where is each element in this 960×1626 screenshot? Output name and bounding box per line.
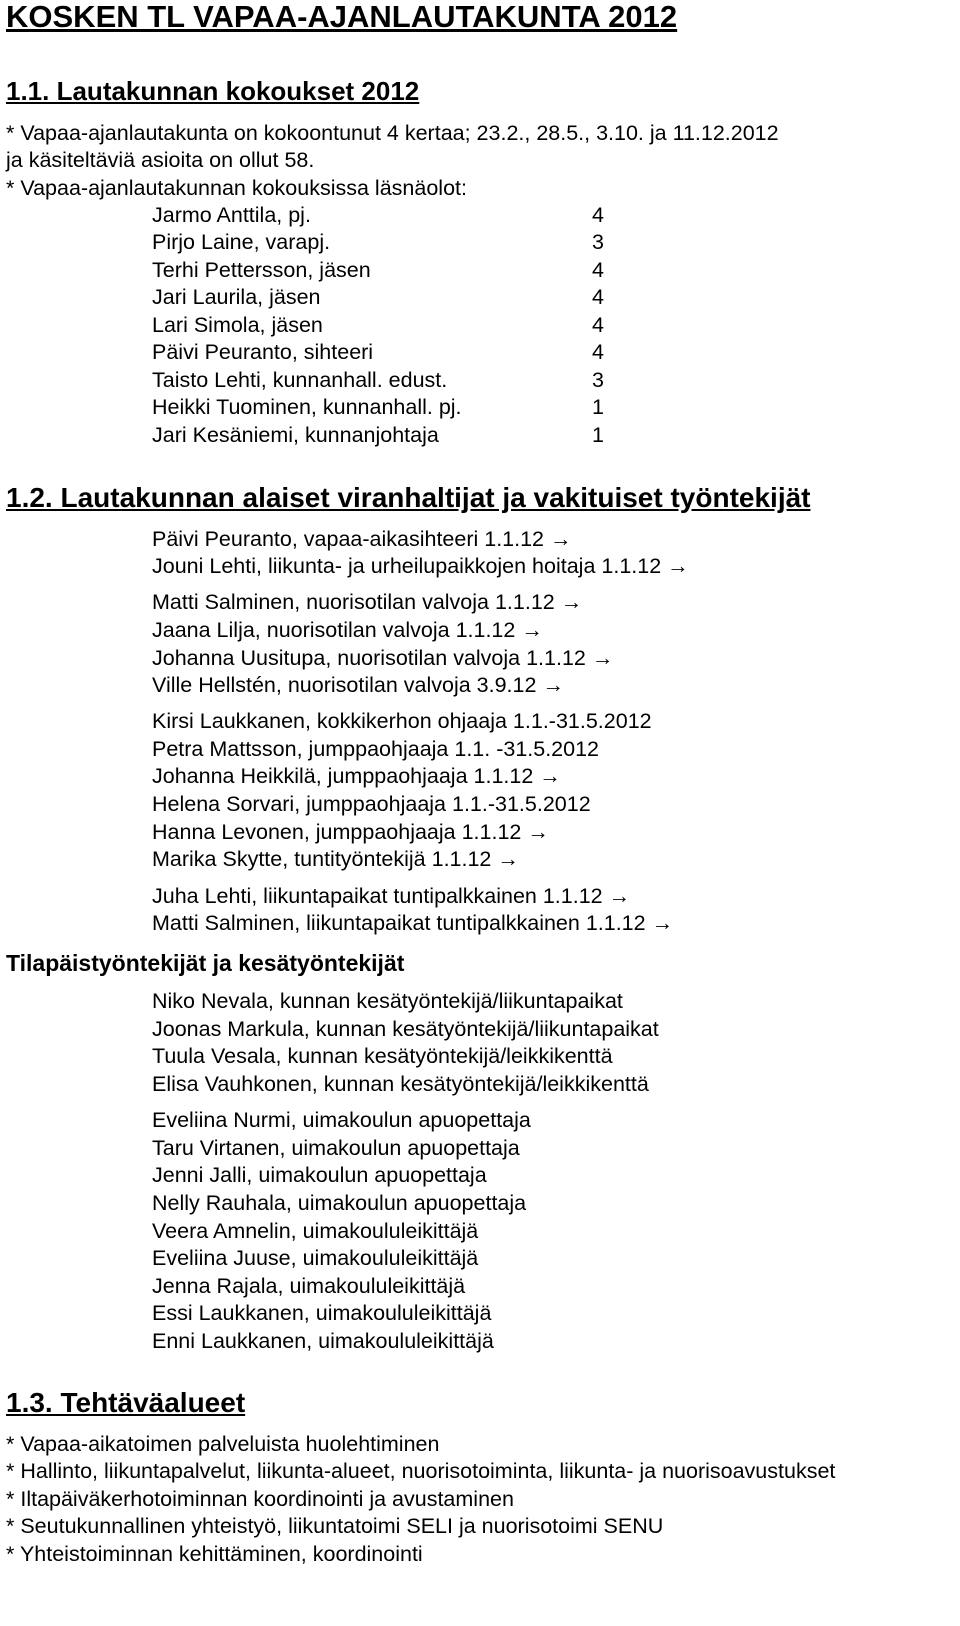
arrow-right-icon: → [550,527,572,551]
staff-item-text: Marika Skytte, tuntityöntekijä 1.1.12 [152,847,492,871]
staff-item-text: Helena Sorvari, jumppaohjaaja 1.1.-31.5.2012 [152,792,591,816]
arrow-right-icon: → [497,847,519,871]
arrow-right-icon: → [651,911,674,935]
arrow-right-icon: → [542,673,564,697]
staff-item [152,819,549,845]
attendance-heading: * Vapaa-ajanlautakunnan kokouksissa läsnäolot: [6,176,467,200]
attendance-count: 1 [592,395,604,419]
attendance-name: Pirjo Laine, varapj. [152,230,331,254]
arrow-right-icon: → [521,618,543,642]
attendance-name: Jari Laurila, jäsen [152,285,321,309]
section-heading-1-3-text: 1.3. Tehtäväalueet [6,1387,246,1418]
staff-item [152,883,630,909]
attendance-name: Jarmo Anttila, pj. [152,203,311,227]
swim-school-item: Nelly Rauhala, uimakoulun apuopettaja [152,1191,527,1215]
staff-item-text: Jouni Lehti, liikunta- ja urheilupaikkojen hoitaja 1.1.12 [152,554,662,578]
meetings-intro-line1: * Vapaa-ajanlautakunta on kokoontunut 4 kertaa; 23.2., 28.5., 3.10. ja 11.12.2012 [6,121,779,145]
staff-item [152,846,519,872]
temporary-workers-heading: Tilapäistyöntekijät ja kesätyöntekijät [6,950,405,976]
swim-school-item: Taru Virtanen, uimakoulun apuopettaja [152,1136,520,1160]
staff-item-text: Jaana Lilja, nuorisotilan valvoja 1.1.12 [152,618,516,642]
attendance-name: Heikki Tuominen, kunnanhall. pj. [152,395,462,419]
staff-item [152,526,572,552]
section-heading-1-1: 1.1. Lautakunnan kokoukset 2012 [6,76,420,106]
staff-item-text: Matti Salminen, liikuntapaikat tuntipalkkainen 1.1.12 [152,911,646,935]
attendance-name: Lari Simola, jäsen [152,313,323,337]
attendance-count: 4 [592,285,604,309]
swim-school-item: Essi Laukkanen, uimakoululeikittäjä [152,1301,492,1325]
arrow-right-icon: → [667,554,689,578]
attendance-name: Jari Kesäniemi, kunnanjohtaja [152,423,439,447]
staff-item [152,553,689,579]
arrow-right-icon: → [527,820,549,844]
summer-worker-item: Niko Nevala, kunnan kesätyöntekijä/liikuntapaikat [152,989,623,1013]
staff-item [152,617,543,643]
staff-item [152,763,561,789]
staff-item [152,910,673,936]
staff-item-text: Matti Salminen, nuorisotilan valvoja 1.1.12 [152,590,555,614]
staff-item [152,708,652,734]
attendance-count: 4 [592,203,604,227]
swim-school-item: Veera Amnelin, uimakoululeikittäjä [152,1219,479,1243]
swim-school-item: Jenni Jalli, uimakoulun apuopettaja [152,1163,487,1187]
staff-item-text: Ville Hellstén, nuorisotilan valvoja 3.9.12 [152,673,537,697]
swim-school-item: Jenna Rajala, uimakoululeikittäjä [152,1274,466,1298]
summer-worker-item: Elisa Vauhkonen, kunnan kesätyöntekijä/leikkikenttä [152,1072,649,1096]
attendance-count: 4 [592,258,604,282]
staff-item-text: Johanna Heikkilä, jumppaohjaaja 1.1.12 [152,764,534,788]
staff-item-text: Kirsi Laukkanen, kokkikerhon ohjaaja 1.1.-31.5.2012 [152,709,652,733]
task-item: * Yhteistoiminnan kehittäminen, koordinointi [6,1542,423,1566]
task-item: * Hallinto, liikuntapalvelut, liikunta-alueet, nuorisotoiminta, liikunta- ja nuorisoavustukset [6,1459,836,1483]
attendance-count: 4 [592,340,604,364]
summer-worker-item: Tuula Vesala, kunnan kesätyöntekijä/leikkikenttä [152,1044,613,1068]
attendance-count: 1 [592,423,604,447]
staff-item [152,589,582,615]
task-item: * Vapaa-aikatoimen palveluista huolehtiminen [6,1432,440,1456]
swim-school-item: Enni Laukkanen, uimakoululeikittäjä [152,1329,494,1353]
task-item: * Iltapäiväkerhotoiminnan koordinointi ja avustaminen [6,1487,514,1511]
arrow-right-icon: → [608,884,631,908]
staff-item-text: Juha Lehti, liikuntapaikat tuntipalkkainen 1.1.12 [152,884,603,908]
task-item: * Seutukunnallinen yhteistyö, liikuntatoimi SELI ja nuorisotoimi SENU [6,1514,664,1538]
staff-item-text: Hanna Levonen, jumppaohjaaja 1.1.12 [152,820,522,844]
attendance-count: 3 [592,230,604,254]
staff-item-text: Petra Mattsson, jumppaohjaaja 1.1. -31.5.2012 [152,737,600,761]
staff-item [152,645,613,671]
swim-school-item: Eveliina Juuse, uimakoululeikittäjä [152,1246,479,1270]
arrow-right-icon: → [591,646,614,670]
attendance-name: Päivi Peuranto, sihteeri [152,340,374,364]
attendance-count: 3 [592,368,604,392]
page-title: KOSKEN TL VAPAA-AJANLAUTAKUNTA 2012 [6,0,678,34]
attendance-name: Terhi Pettersson, jäsen [152,258,371,282]
section-heading-1-3 [6,1387,245,1419]
section-heading-1-2: 1.2. Lautakunnan alaiset viranhaltijat ja vakituiset työntekijät [6,482,811,513]
swim-school-item: Eveliina Nurmi, uimakoulun apuopettaja [152,1108,531,1132]
arrow-right-icon: → [539,764,561,788]
summer-worker-item: Joonas Markula, kunnan kesätyöntekijä/liikuntapaikat [152,1017,659,1041]
staff-item-text: Päivi Peuranto, vapaa-aikasihteeri 1.1.12 [152,527,545,551]
attendance-count: 4 [592,313,604,337]
staff-item-text: Johanna Uusitupa, nuorisotilan valvoja 1.1.12 [152,646,586,670]
staff-item [152,736,599,762]
meetings-intro-line2: ja käsiteltäviä asioita on ollut 58. [6,148,315,172]
arrow-right-icon: → [560,590,583,614]
staff-item [152,672,564,698]
staff-item [152,791,591,817]
attendance-name: Taisto Lehti, kunnanhall. edust. [152,368,448,392]
